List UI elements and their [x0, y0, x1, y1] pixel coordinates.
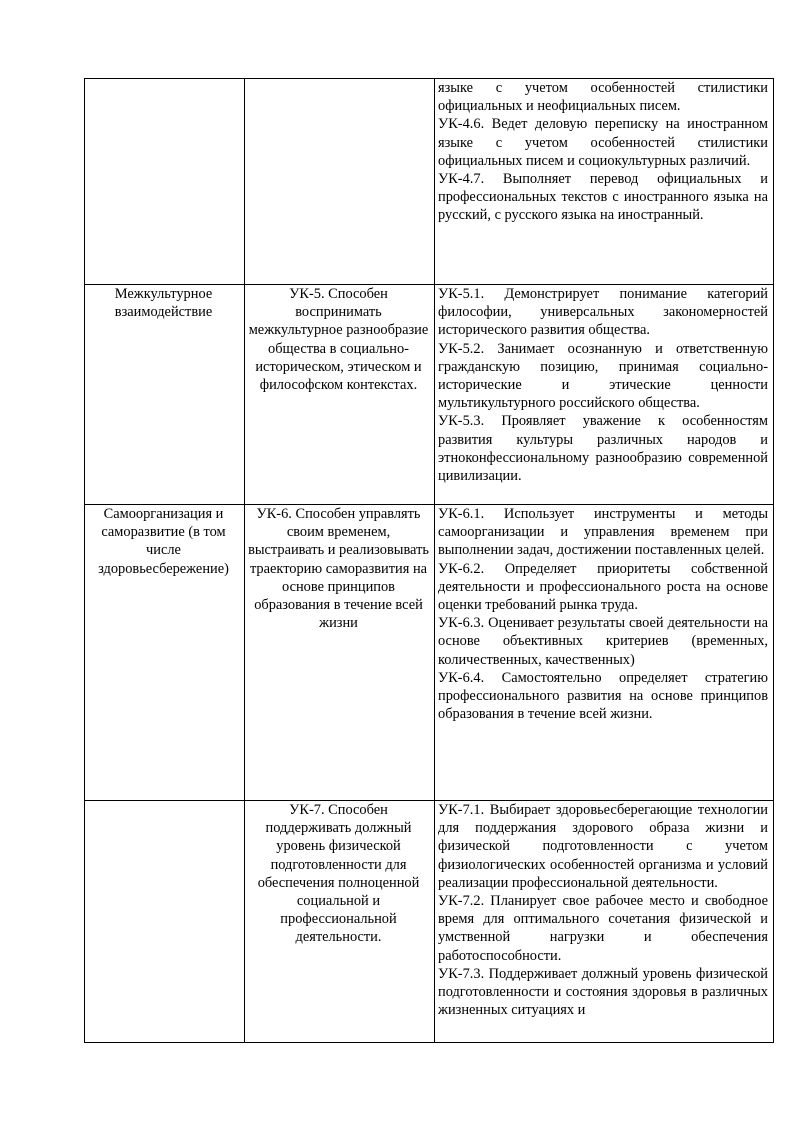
indicators-cell — [435, 285, 774, 505]
indicator-text: языке с учетом особенностей стилистики официальных и неофициальных писем. — [438, 80, 768, 115]
competence-label: УК-7. Способен поддерживать должный уровень физической подготовленности для обеспечения полноценной социальной и профессиональной деятельности. — [257, 802, 420, 946]
indicator-text: УК-6.2. Определяет приоритеты собственной деятельности и профессионального роста на основе оценки требований рынка труда. — [438, 560, 768, 614]
category-label: Самоорганизация и саморазвитие (в том числе здоровьесбережение) — [98, 506, 229, 577]
indicators-cell — [435, 801, 774, 1043]
table-row — [85, 505, 774, 801]
indicator-text: УК-6.1. Использует инструменты и методы самоорганизации и управления временем при выполнении задач, достижении поставленных целей. — [438, 506, 768, 559]
indicator-text: УК-7.1. Выбирает здоровьесберегающие технологии для поддержания здорового образа жизни и физической подготовленности с учетом физиологических особенностей организма и условий реализации профессиональной деятельности. — [438, 802, 768, 891]
indicators-cell — [435, 79, 774, 285]
category-cell — [85, 801, 245, 1043]
table-row — [85, 285, 774, 505]
category-label: Межкультурное взаимодействие — [114, 286, 213, 321]
indicator-text: УК-5.1. Демонстрирует понимание категорий философии, универсальных закономерностей исторического развития общества. — [438, 286, 768, 339]
indicator-text: УК-4.7. Выполняет перевод официальных и профессиональных текстов с иностранного языка на русский, с русского языка на иностранный. — [438, 171, 768, 224]
category-cell — [85, 79, 245, 285]
indicator-text: УК-7.3. Поддерживает должный уровень физической подготовленности и состояния здоровья в различных жизненных ситуациях и — [438, 965, 768, 1019]
indicator-text: УК-6.4. Самостоятельно определяет стратегию профессионального развития на основе принципов образования в течение всей жизни. — [438, 669, 768, 723]
competence-cell — [245, 801, 435, 1043]
competence-cell — [245, 285, 435, 505]
indicator-text: УК-5.2. Занимает осознанную и ответственную гражданскую позицию, принимая социально-исторические и этические ценности мультикультурного российского общества. — [438, 340, 768, 412]
category-cell — [85, 505, 245, 801]
competence-cell — [245, 79, 435, 285]
category-cell — [85, 285, 245, 505]
indicators-cell — [435, 505, 774, 801]
indicator-text: УК-6.3. Оценивает результаты своей деятельности на основе объективных критериев (временных, количественных, качественных) — [438, 615, 768, 668]
indicator-text: УК-5.3. Проявляет уважение к особенностям развития культуры различных народов и этноконфессиональному разнообразию современной цивилизации. — [438, 413, 768, 485]
competence-label: УК-6. Способен управлять своим временем, выстраивать и реализовывать траекторию саморазвития на основе принципов образования в течение всей жизни — [248, 506, 429, 632]
indicator-text: УК-4.6. Ведет деловую переписку на иностранном языке с учетом особенностей стилистики официальных писем и социокультурных различий. — [438, 116, 768, 169]
competence-cell — [245, 505, 435, 801]
table-row — [85, 801, 774, 1043]
indicator-text: УК-7.2. Планирует свое рабочее место и свободное время для оптимального сочетания физической и умственной нагрузки и обеспечения работоспособности. — [438, 893, 768, 964]
table-row — [85, 79, 774, 285]
competence-table — [84, 78, 774, 1043]
competence-label: УК-5. Способен воспринимать межкультурное разнообразие общества в социально-историческом, этическом и философском контекстах. — [248, 286, 429, 394]
